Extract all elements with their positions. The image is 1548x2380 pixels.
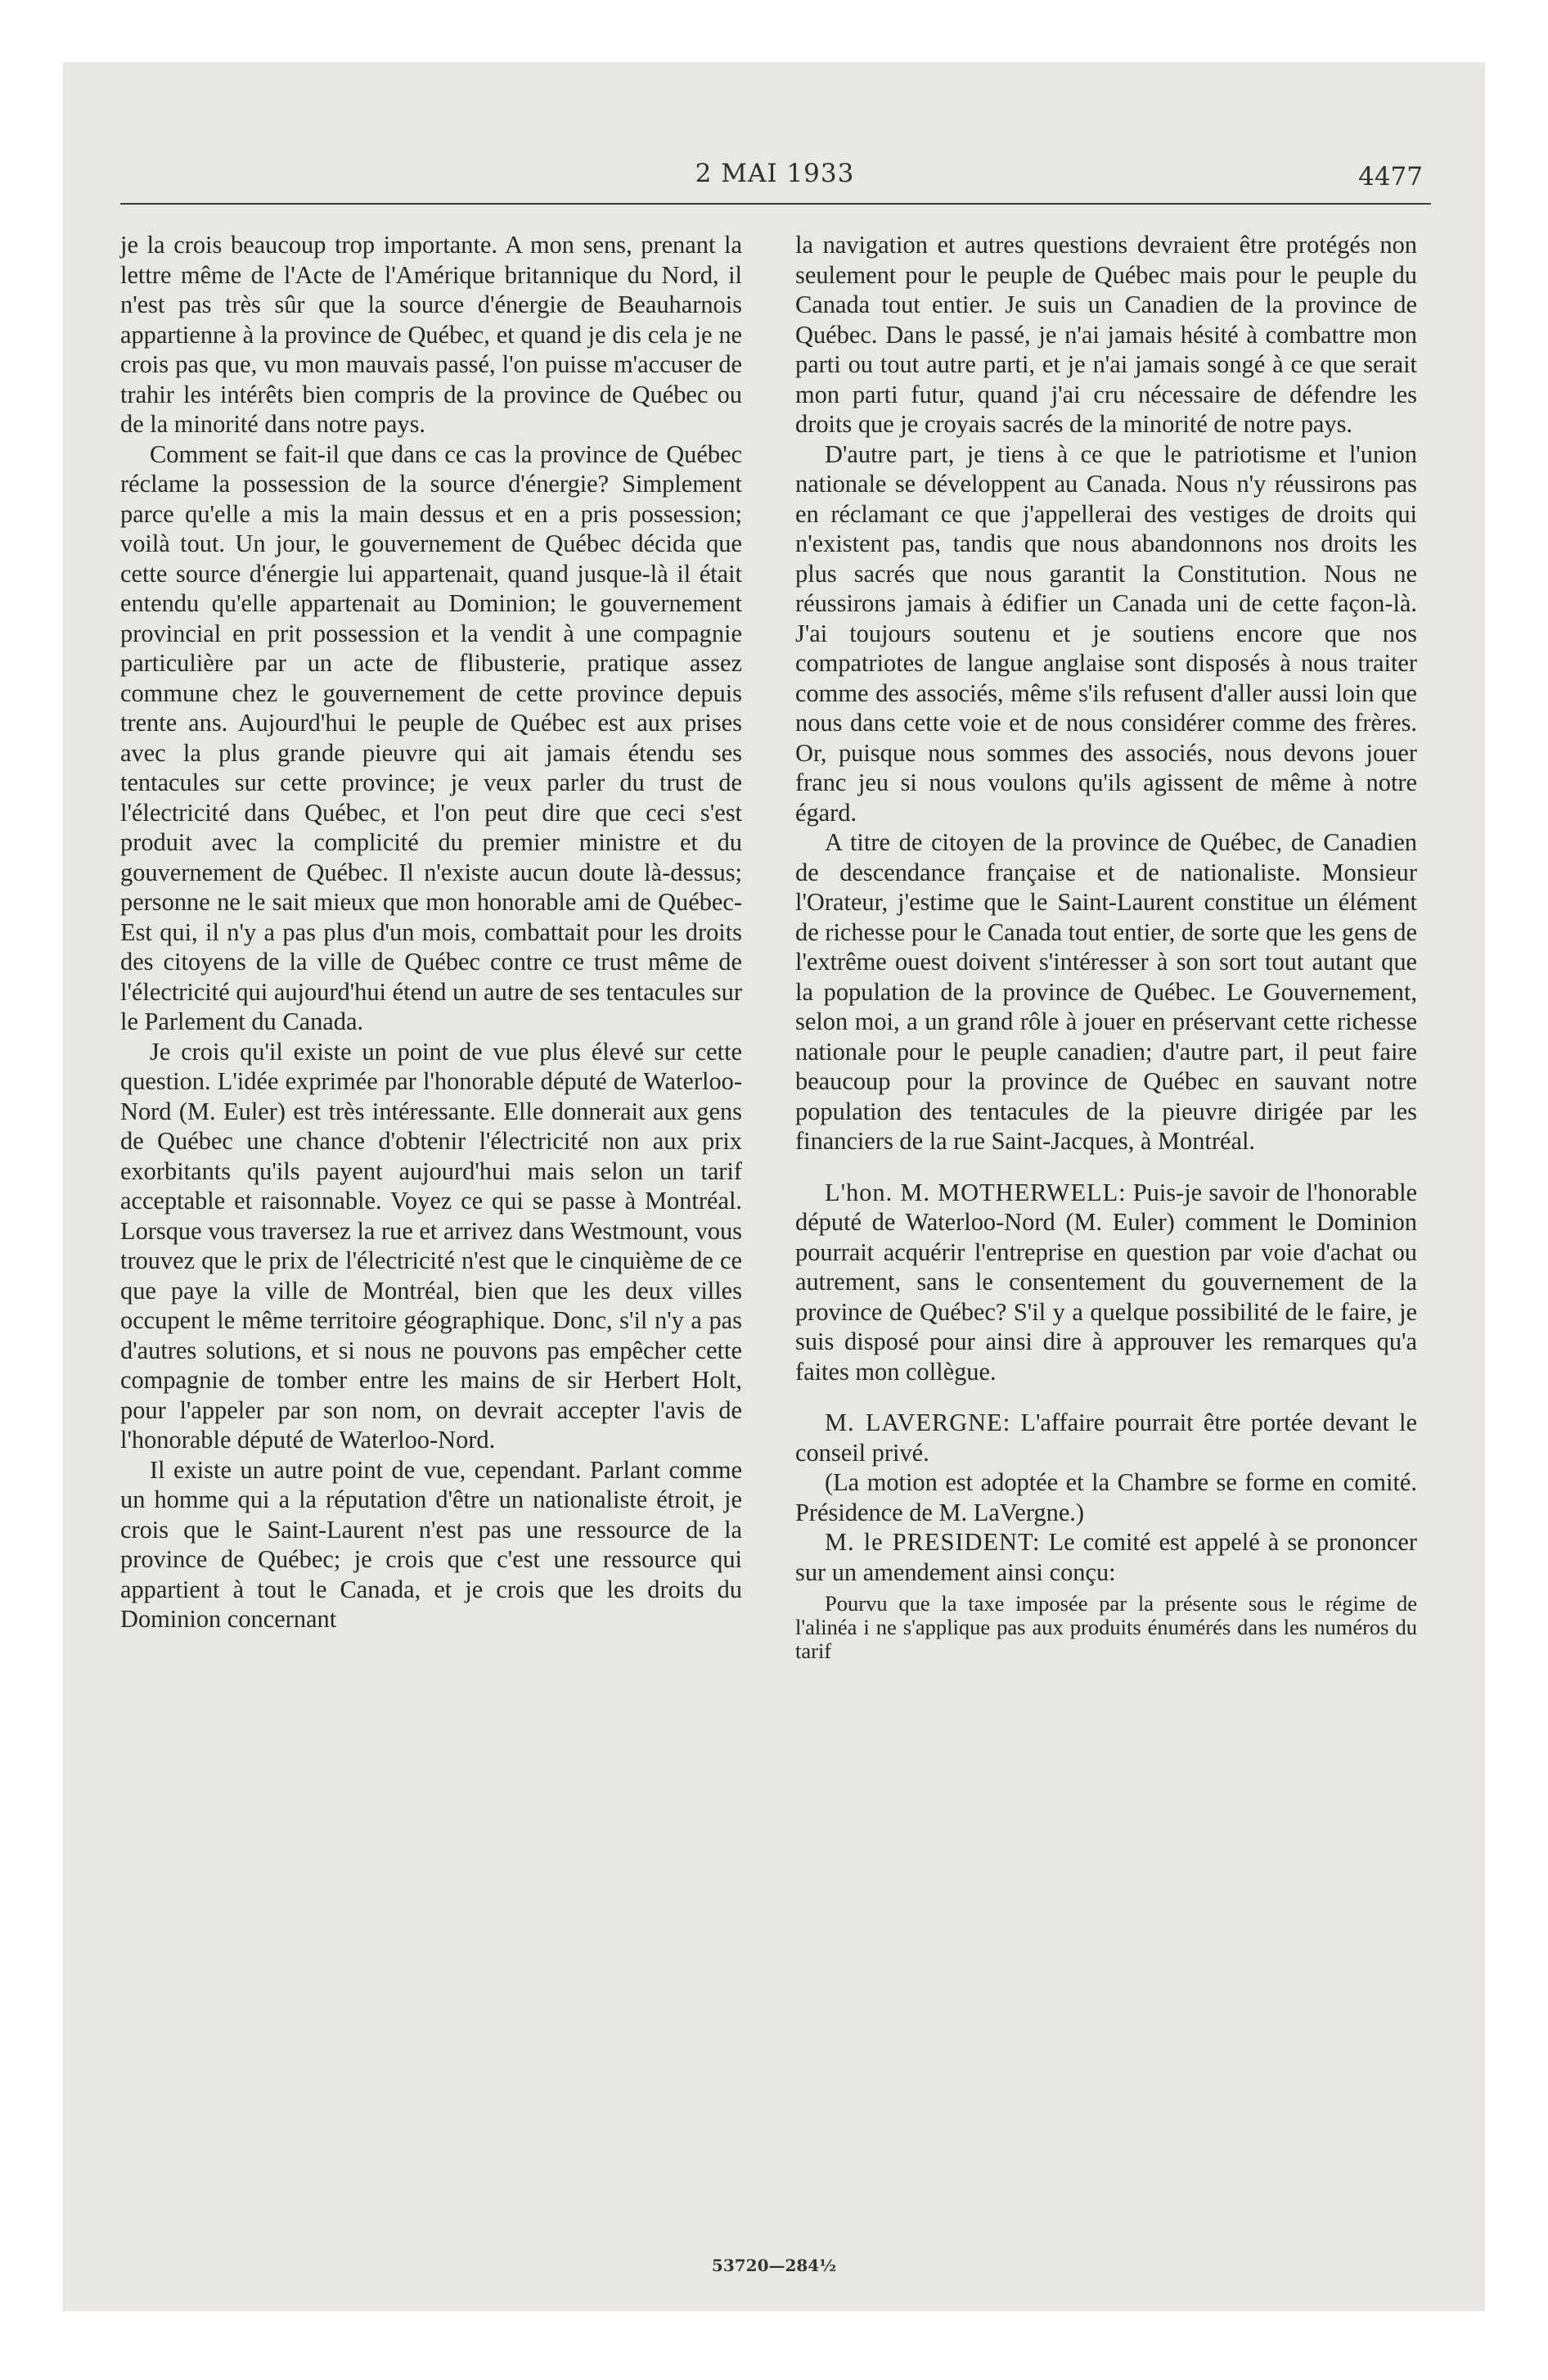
speaker-name: M. LAVERGNE: [825, 1409, 1011, 1436]
page-footer-code: 53720—284½ [711, 2256, 837, 2275]
speech-text: Puis-je savoir de l'honorable député de Waterloo-Nord (M. Euler) comment le Dominion pourrait acquérir l'entreprise en question par voie d'achat ou autrement, sans le consentement du gouvernement de la province de Québec? S'il y a quelque possibilité de le faire, je suis disposé pour ainsi dire à approuver les remarques qu'a faites mon collègue. [795, 1178, 1417, 1386]
paragraph: A titre de citoyen de la province de Québec, de Canadien de descendance française et de nationaliste. Monsieur l'Orateur, j'estime que le Saint-Laurent constitue un élément de richesse pour le Canada tout entier, de sorte que les gens de l'extrême ouest doivent s'intéresser à son sort tout autant que la population de la province de Québec. Le Gouvernement, selon moi, a un grand rôle à jouer en préservant cette richesse nationale pour le peuple canadien; d'autre part, il peut faire beaucoup pour la province de Québec en sauvant notre population des tentacules de la pieuvre dirigée par les financiers de la rue Saint-Jacques, à Montréal. [795, 828, 1417, 1155]
speech-motherwell [795, 1178, 1417, 1387]
running-head-date: 2 MAI 1933 [695, 159, 855, 188]
motion-note: (La motion est adoptée et la Chambre se forme en comité. Présidence de M. LaVergne.) [795, 1468, 1417, 1526]
page-header [120, 152, 1429, 201]
speech-lavergne [795, 1408, 1417, 1467]
paragraph: la navigation et autres questions devraient être protégés non seulement pour le peuple de Québec mais pour le peuple du Canada tout entier. Je suis un Canadien de la province de Québec. Dans le passé, je n'ai jamais hésité à combattre mon parti ou tout autre parti, et je n'ai jamais songé à ce que serait mon parti futur, quand j'ai cru nécessaire de défendre les droits que je croyais sacrés de la minorité de notre pays. [795, 231, 1417, 438]
paragraph: Il existe un autre point de vue, cependant. Parlant comme un homme qui a la réputation d'être un nationaliste étroit, je crois que le Saint-Laurent n'est pas une ressource de la province de Québec; je crois que c'est une ressource qui appartient à tout le Canada, et je crois que les droits du Dominion concernant [120, 1455, 742, 1633]
speech-text: L'affaire pourrait être portée devant le conseil privé. [795, 1409, 1417, 1467]
paragraph: Je crois qu'il existe un point de vue plus élevé sur cette question. L'idée exprimée par l'honorable député de Waterloo-Nord (M. Euler) est très intéressante. Elle donnerait aux gens de Québec une chance d'obtenir l'électricité non aux prix exorbitants qu'ils payent aujourd'hui mais selon un tarif acceptable et raisonnable. Voyez ce qui se passe à Montréal. Lorsque vous traversez la rue et arrivez dans Westmount, vous trouvez que le prix de l'électricité n'est que le cinquième de ce que paye la ville de Montréal, bien que les deux villes occupent le même territoire géographique. Donc, s'il n'y a pas d'autres solutions, et si nous ne pouvons pas empêcher cette compagnie de tomber entre les mains de sir Herbert Holt, pour l'appeler par son nom, on devrait accepter l'avis de l'honorable député de Waterloo-Nord. [120, 1037, 742, 1454]
speech-president [795, 1527, 1417, 1587]
right-column [795, 230, 1417, 1663]
header-rule [120, 203, 1431, 205]
speaker-name: M. le PRESIDENT: [825, 1528, 1041, 1556]
amendment-quote: Pourvu que la taxe imposée par la présente sous le régime de l'alinéa i ne s'applique pas aux produits énumérés dans les numéros du tarif [795, 1591, 1417, 1663]
speech-text: Le comité est appelé à se prononcer sur un amendement ainsi conçu: [795, 1528, 1417, 1586]
left-column [120, 230, 742, 1634]
paragraph: je la crois beaucoup trop importante. A mon sens, prenant la lettre même de l'Acte de l'Amérique britannique du Nord, il n'est pas très sûr que la source d'énergie de Beauharnois appartienne à la province de Québec, et quand je dis cela je ne crois pas que, vu mon mauvais passé, l'on puisse m'accuser de trahir les intérêts bien compris de la province de Québec ou de la minorité dans notre pays. [120, 231, 742, 438]
scanned-page [63, 62, 1485, 2311]
paragraph: D'autre part, je tiens à ce que le patriotisme et l'union nationale se développent au Canada. Nous n'y réussirons pas en réclamant ce que j'appellerai des vestiges de droits qui n'existent pas, tandis que nous abandonnons nos droits les plus sacrés que nous garantit la Constitution. Nous ne réussirons jamais à édifier un Canada uni de cette façon-là. J'ai toujours soutenu et je soutiens encore que nos compatriotes de langue anglaise sont disposés à nous traiter comme des associés, même s'ils refusent d'aller aussi loin que nous dans cette voie et de nous considérer comme des frères. Or, puisque nous sommes des associés, nous devons jouer franc jeu si nous voulons qu'ils agissent de même à notre égard. [795, 439, 1417, 827]
paragraph: Comment se fait-il que dans ce cas la province de Québec réclame la possession de la source d'énergie? Simplement parce qu'elle a mis la main dessus et en a pris possession; voilà tout. Un jour, le gouvernement de Québec décida que cette source d'énergie lui appartenait, quand jusque-là il était entendu qu'elle appartenait au Dominion; le gouvernement provincial en prit possession et la vendit à une compagnie particulière par un acte de flibusterie, pratique assez commune chez le gouvernement de cette province depuis trente ans. Aujourd'hui le peuple de Québec est aux prises avec la plus grande pieuvre qui ait jamais étendu ses tentacules sur cette province; je veux parler du trust de l'électricité dans Québec, et l'on peut dire que ceci s'est produit avec la complicité du premier ministre et du gouvernement de Québec. Il n'existe aucun doute là-dessus; personne ne le sait mieux que mon honorable ami de Québec-Est qui, il n'y a pas plus d'un mois, combattait pour les droits des citoyens de la ville de Québec contre ce trust même de l'électricité qui aujourd'hui étend un autre de ses tentacules sur le Parlement du Canada. [120, 439, 742, 1035]
page-number: 4477 [1358, 162, 1423, 192]
speaker-name: L'hon. M. MOTHERWELL: [825, 1178, 1127, 1206]
